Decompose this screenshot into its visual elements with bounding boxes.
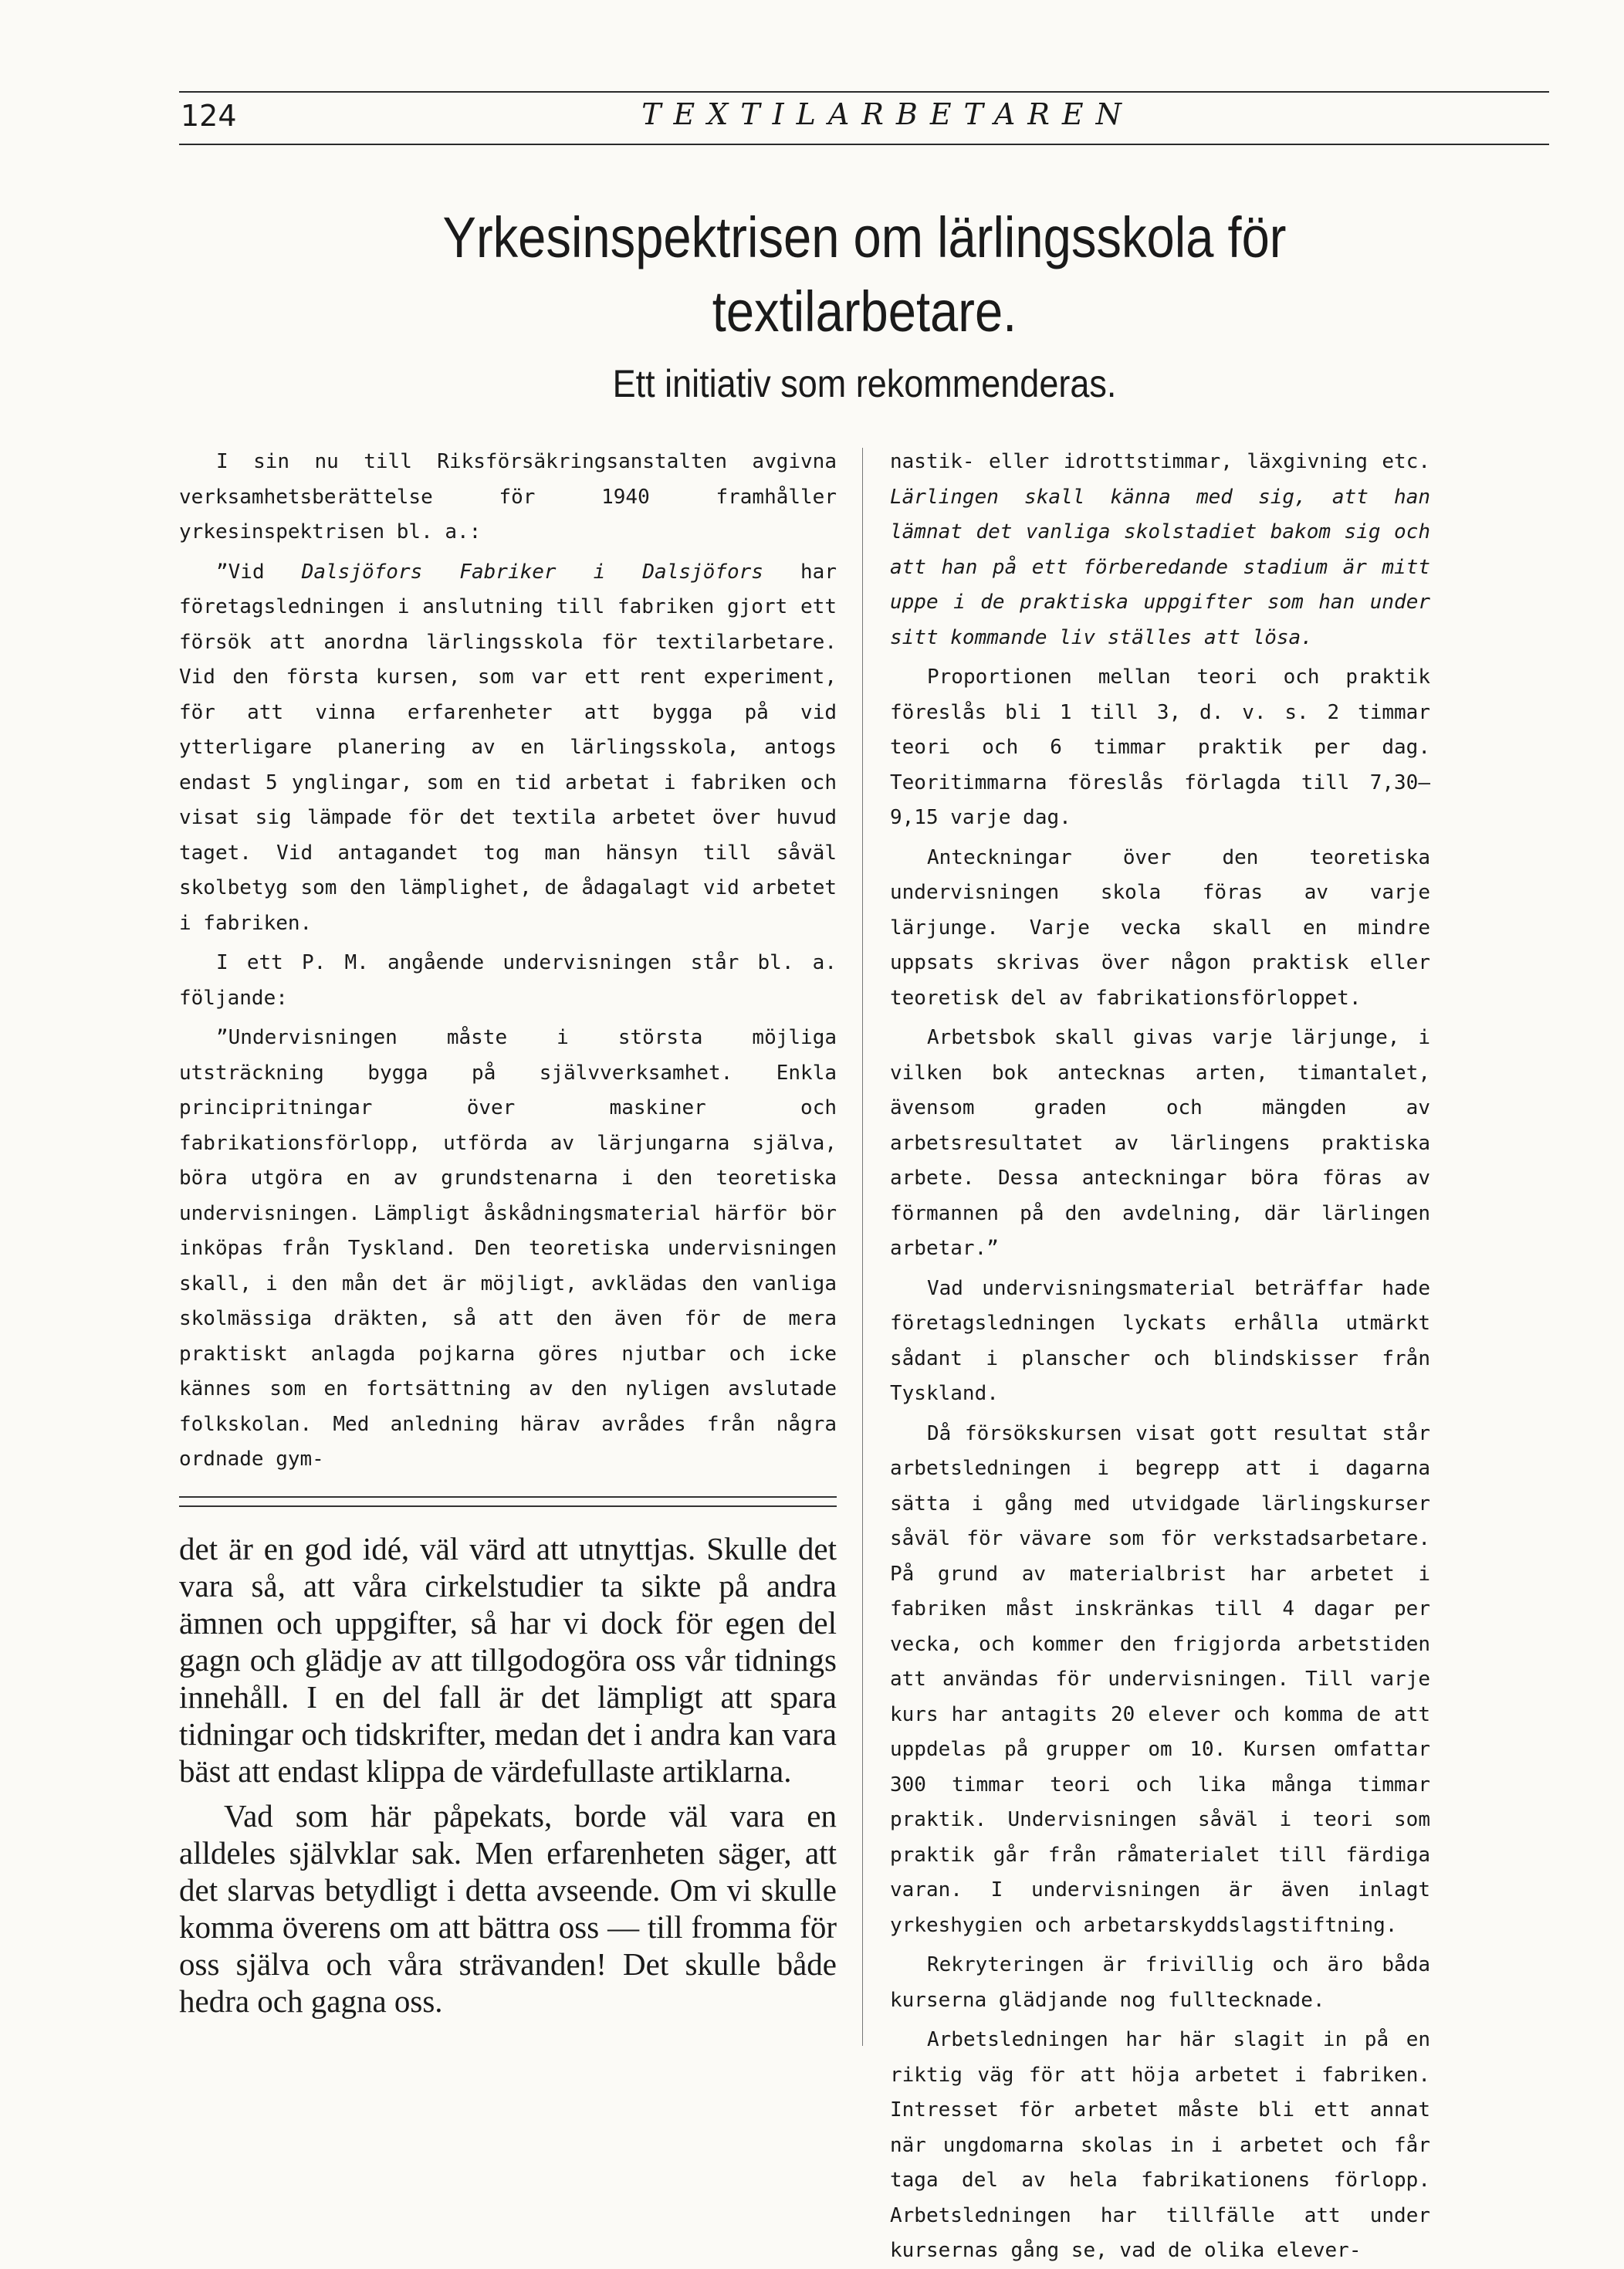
previous-article-continuation: [179, 1530, 837, 2020]
header-rule-bottom: [179, 144, 1549, 145]
journal-title: TEXTILARBETAREN: [641, 97, 1134, 131]
paragraph: Proportionen mellan teori och praktik föreslås bli 1 till 3, d. v. s. 2 timmar teori och 6 timmar praktik per dag. Teoritimmarna föreslås förlagda till 7,30—9,15 varje dag.: [890, 665, 1430, 829]
paragraph: det är en god idé, väl värd att utnyttjas. Skulle det vara så, att våra cirkelstudier ta sikte på andra ämnen och uppgifter, så har vi dock för egen del gagn och glädje av att tillgodogöra oss vår tidnings innehåll. I en del fall är det lämpligt att spara tidningar och tidskrifter, medan det i andra kan vara bäst att endast klippa de värdefullaste artiklarna.: [179, 1531, 837, 1789]
paragraph: Rekryteringen är frivillig och äro båda kurserna glädjande nog fulltecknade.: [890, 1953, 1430, 2012]
italic-text: Dalsjöfors Fabriker i Dalsjöfors: [301, 560, 763, 584]
paragraph: Då försökskursen visat gott resultat står arbetsledningen i begrepp att i dagarna sätta i gång med utvidgade lärlingskurser såväl för vävare som för verkstadsarbetare. På grund av materialbrist har arbetet i fabriken måst inskränkas till 4 dagar per vecka, och kommer den frigjorda arbetstiden att användas för undervisningen. Till varje kurs har antagits 20 elever och komma de att uppdelas på grupper om 10. Kursen omfattar 300 timmar teori och lika många timmar praktik. Undervisningen såväl i teori som praktik går från råmaterialet till färdiga varan. I undervisningen är även inlagt yrkeshygien och arbetarskyddslagstiftning.: [890, 1421, 1430, 1937]
section-separator: [179, 1496, 837, 1507]
paragraph: Vad undervisningsmaterial beträffar hade företagsledningen lyckats erhålla utmärkt sådant i planscher och blindskisser från Tyskland.: [890, 1276, 1430, 1405]
paragraph: Arbetsbok skall givas varje lärjunge, i vilken bok antecknas arten, timantalet, ävensom graden och mängden av arbetsresultatet av lärlingens praktiska arbete. Dessa anteckningar böra föras av förmannen på den avdelning, där lärlingen arbetar.”: [890, 1026, 1430, 1260]
paragraph: ”Vid Dalsjöfors Fabriker i Dalsjöfors har företagsledningen i anslutning till fabriken gjort ett försök att anordna lärlingsskola för textilarbetare. Vid den första kursen, som var ett rent experiment, för att vinna erfarenheter att bygga på vid ytterligare planering av en lärlingsskola, antogs endast 5 ynglingar, som en tid arbetat i fabriken och visat sig lämpade för det textila arbetet över huvud taget. Vid antagandet tog man hänsyn till såväl skolbetyg som den lämplighet, de ådagalagt vid arbetet i fabriken.: [179, 560, 837, 935]
right-column: [890, 445, 1430, 2269]
paragraph: Arbetsledningen har här slagit in på en riktig väg för att höja arbetet i fabriken. Intresset för arbetet måste bli ett annat när ungdomarna skolas in i arbetet och får taga del av hela fabrikationens förlopp. Arbetsledningen har tillfälle att under kursernas gång se, vad de olika elever-: [890, 2028, 1430, 2262]
italic-text: Lärlingen skall känna med sig, att han lämnat det vanliga skolstadiet bakom sig och att han på ett förberedande stadium är mitt uppe i de praktiska uppgifter som han under sitt kommande liv ställes att lösa.: [890, 485, 1430, 649]
paragraph: ”Undervisningen måste i största möjliga utsträckning bygga på självverksamhet. Enkla principritningar över maskiner och fabrikationsförlopp, utförda av lärjungarna själva, böra utgöra en av grundstenarna i den teoretiska undervisningen. Lämpligt åskådningsmaterial härför bör inköpas från Tyskland. Den teoretiska undervisningen skall, i den mån det är möjligt, avklädas den vanliga skolmässiga dräkten, så att den även för de mera praktiskt anlagda pojkarna göres njutbar och icke kännes som en fortsättning av den nyligen avslutade folkskolan. Med anledning härav avrådes från några ordnade gym-: [179, 1026, 837, 1471]
header-rule-top: [179, 91, 1549, 93]
paragraph: Vad som här påpekats, borde väl vara en alldeles självklar sak. Men erfarenheten säger, att det slarvas betydligt i detta avseende. Om vi skulle komma överens om att bättra oss — till fromma för oss själva och våra strävanden! Det skulle både hedra och gagna oss.: [179, 1798, 837, 2019]
paragraph: Anteckningar över den teoretiska undervisningen skola föras av varje lärjunge. Varje vecka skall en mindre uppsats skrivas över någon praktisk eller teoretisk del av fabrikationsförloppet.: [890, 845, 1430, 1010]
page-number: 124: [181, 99, 237, 133]
left-column: [179, 445, 837, 1478]
column-divider: [862, 448, 863, 2046]
paragraph: I ett P. M. angående undervisningen står bl. a. följande:: [179, 951, 837, 1010]
article-subheadline: Ett initiativ som rekommenderas.: [612, 362, 1117, 405]
paragraph: I sin nu till Riksförsäkringsanstalten avgivna verksamhetsberättelse för 1940 framhåller yrkesinspektrisen bl. a.:: [179, 450, 837, 544]
article-headline: Yrkesinspektrisen om lärlingsskola för textilarbetare.: [442, 205, 1287, 344]
paragraph: nastik- eller idrottstimmar, läxgivning etc. Lärlingen skall känna med sig, att han lämnat det vanliga skolstadiet bakom sig och att han på ett förberedande stadium är mitt uppe i de praktiska uppgifter som han under sitt kommande liv ställes att lösa.: [890, 450, 1430, 649]
